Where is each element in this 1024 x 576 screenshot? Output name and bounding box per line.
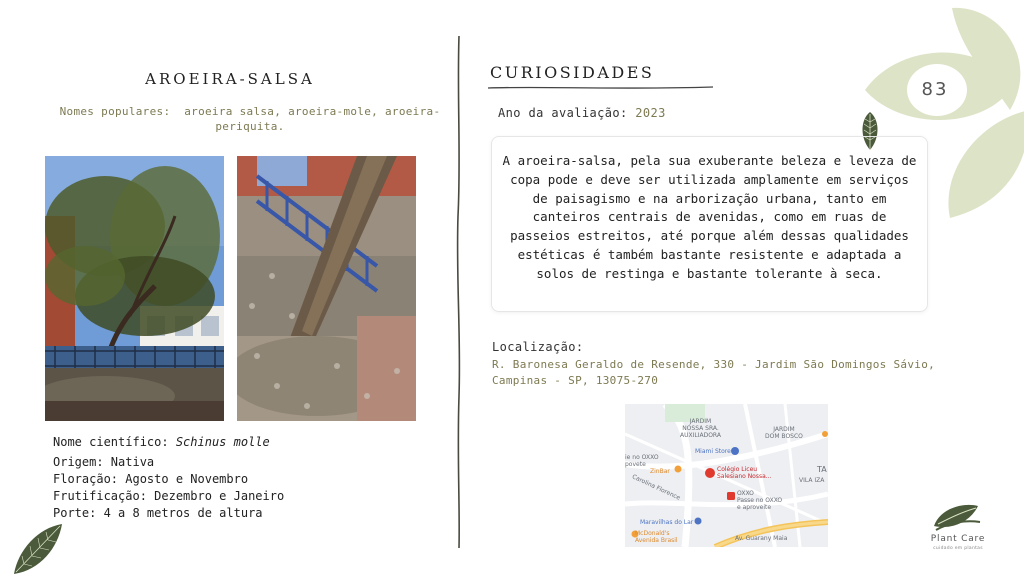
scientific-name-label: Nome científico: bbox=[53, 435, 169, 449]
year-value: 2023 bbox=[635, 106, 666, 120]
map-label-guarany: Av. Guarany Maia bbox=[735, 535, 788, 542]
page-number: 83 bbox=[921, 79, 949, 100]
popular-names-value: aroeira salsa, aroeira-mole, aroeira-periquita. bbox=[184, 105, 441, 133]
curiosities-card bbox=[491, 136, 928, 312]
curiosities-title: CURIOSIDADES bbox=[490, 63, 655, 82]
map-label-ta: TA bbox=[817, 465, 827, 474]
map-label-oxxo-right: OXXO Passe no OXXO e aproveite bbox=[737, 490, 783, 511]
map-label-vila: VILA IZA bbox=[799, 477, 825, 484]
tree-photo-2 bbox=[237, 156, 416, 421]
map-label-mcdonalds: McDonald's Avenida Brasil bbox=[635, 530, 678, 544]
column-divider bbox=[453, 36, 465, 548]
popular-names bbox=[50, 104, 450, 134]
map-label-miami: Miami Store bbox=[695, 448, 731, 455]
species-title: AROEIRA-SALSA bbox=[145, 70, 315, 88]
tree-size: Porte: 4 a 8 metros de altura bbox=[53, 506, 263, 520]
brand-tagline: cuidado em plantas bbox=[933, 546, 983, 551]
location-label: Localização: bbox=[492, 340, 584, 354]
plant-care-logo-icon bbox=[930, 500, 982, 534]
map-label-jardim-nossa: JARDIM NOSSA SRA. AUXILIADORA bbox=[680, 418, 721, 439]
map-label-oxxo-left: ie no OXXO povete bbox=[625, 454, 659, 468]
tree-photo-1 bbox=[45, 156, 224, 421]
year-label: Ano da avaliação: bbox=[498, 106, 628, 120]
map-label-jardim-dom: JARDIM DOM BOSCO bbox=[765, 426, 803, 440]
map-label-zinbar: ZinBar bbox=[650, 468, 670, 475]
flowering: Floração: Agosto e Novembro bbox=[53, 472, 249, 486]
origin: Origem: Nativa bbox=[53, 455, 155, 469]
map-label-maravilhas: Maravilhas do Lar bbox=[640, 519, 694, 526]
location-map[interactable] bbox=[625, 404, 828, 547]
leaf-icon bbox=[8, 520, 66, 576]
scientific-name bbox=[53, 434, 433, 451]
species-facts bbox=[53, 434, 433, 522]
map-label-colegio: Colégio Liceu Salesiano Nossa... bbox=[717, 466, 772, 480]
map-label-carolina: Carolina Florence bbox=[630, 473, 682, 502]
title-underline bbox=[488, 84, 713, 92]
curiosities-text: A aroeira-salsa, pela sua exuberante beleza e leveza de copa pode e deve ser utilizada amplamente em serviços de paisagismo e na arborização urbana, tanto em canteiros centrais de avenidas, como em ruas de passeios estreitos, até porque além dessas qualidades estéticas é também bastante resistente e adaptada a solos de restinga e bastante tolerante à seca. bbox=[502, 153, 917, 281]
brand-name: Plant Care bbox=[930, 534, 986, 544]
location-address: R. Baronesa Geraldo de Resende, 330 - Jardim São Domingos Sávio, Campinas - SP, 13075-270 bbox=[492, 358, 936, 387]
popular-names-label: Nomes populares: bbox=[59, 105, 171, 118]
fruiting: Frutificação: Dezembro e Janeiro bbox=[53, 489, 285, 503]
evaluation-year bbox=[498, 106, 666, 120]
scientific-name-value: Schinus molle bbox=[175, 435, 270, 449]
